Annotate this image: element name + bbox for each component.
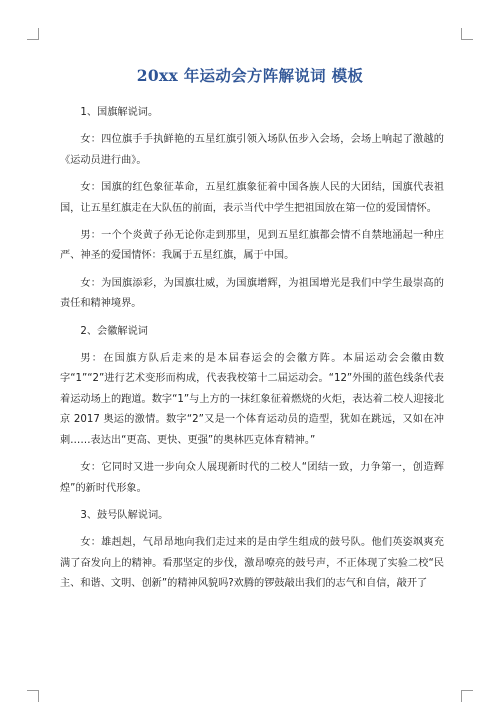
document-title: 20xx 年运动会方阵解说词 模板 (136, 66, 364, 85)
section-heading-emblem: 2、会徽解说词 (80, 325, 148, 337)
body-paragraph: 女：它同时又进一步向众人展现新时代的二校人“团结一致，力争第一，创造辉煌”的新时代形象。 (60, 462, 444, 494)
body-paragraph: 男：一个个炎黄子孙无论你走到那里，见到五星红旗都会情不自禁地涌起一种庄严、神圣的爱国情怀：我属于五星红旗，属于中国。 (60, 230, 444, 262)
body-paragraph: 女：国旗的红色象征革命，五星红旗象征着中国各族人民的大团结，国旗代表祖国，让五星红旗走在大队伍的前面，表示当代中学生把祖国放在第一位的爱国情怀。 (60, 182, 444, 214)
crop-mark-bottom-right (461, 690, 473, 702)
body-paragraph: 女：雄赳赳，气昂昂地向我们走过来的是由学生组成的鼓号队。他们英姿飒爽充满了奋发向上的精神。看那坚定的步伐，激昂嘹亮的鼓号声，不正体现了实验二校“民主、和谐、文明、创新”的精神风貌吗?欢腾的锣鼓敲出我们的志气和自信，敲开了 (60, 537, 444, 590)
document-body (60, 103, 444, 602)
section-heading-drum-band: 3、鼓号队解说词。 (80, 509, 169, 521)
body-paragraph: 女：四位旗手手执鲜艳的五星红旗引领入场队伍步入会场，会场上响起了激越的《运动员进行曲》。 (60, 134, 444, 166)
body-paragraph: 女：为国旗添彩，为国旗壮威，为国旗增辉，为祖国增光是我们中学生最崇高的责任和精神境界。 (60, 277, 444, 310)
body-paragraph: 男：在国旗方队后走来的是本届春运会的会徽方阵。本届运动会会徽由数字“1”“2”进行艺术变形而构成，代表我校第十二届运动会。“12”外围的蓝色线条代表着运动场上的跑道。数字“1”与上方的一抹红象征着燃烧的火炬，表达着二校人迎接北京 2017 奥运的激情。数字“2”又是一个体育运动员的造型，犹如在跳远，又如在冲刺……表达出“更高、更快、更强”的奥林匹克体育精神。” (60, 353, 444, 446)
crop-mark-bottom-left (27, 690, 39, 702)
crop-mark-top-left (27, 28, 39, 40)
section-heading-flag: 1、国旗解说词。 (80, 107, 159, 118)
crop-mark-top-right (461, 28, 473, 40)
